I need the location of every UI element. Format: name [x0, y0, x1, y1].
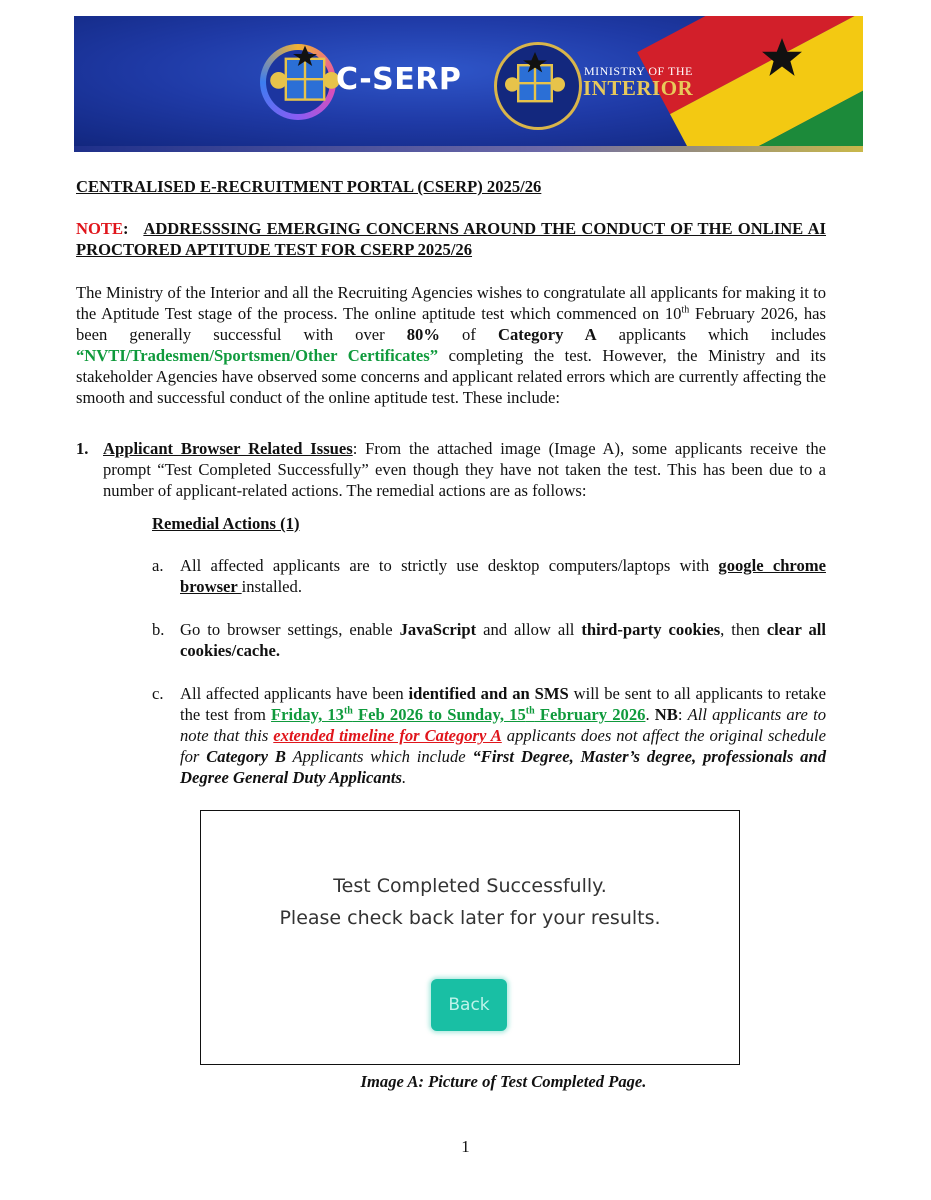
check-back-message: Please check back later for your results. — [279, 907, 661, 929]
sub-a-browser: google chrome browser — [180, 556, 826, 596]
page-number — [0, 1137, 931, 1157]
document-heading: CENTRALISED E-RECRUITMENT PORTAL (CSERP) 2025/26 — [76, 177, 542, 196]
intro-text-5: completing the test. However, the Ministry and its stakeholder Agencies have observed some concerns and applicant related errors which are currently affecting the smooth and successful conduct of the online aptitude test. These include: — [76, 346, 826, 407]
back-button[interactable]: Back — [431, 979, 507, 1031]
sub-item-letter: a. — [152, 556, 164, 575]
sub-c-italic-2: applicants does not affect the original schedule for — [180, 726, 827, 766]
sub-c-italic-4: . — [402, 768, 407, 787]
list-item-1 — [76, 438, 826, 501]
cserp-logo-text: C-SERP — [336, 62, 462, 97]
ministry-name-line2: INTERIOR — [583, 76, 694, 100]
sub-c-italic-1: All applicants are to note that this — [180, 705, 826, 745]
sub-c-nb: NB — [654, 705, 678, 724]
test-completed-message: Test Completed Successfully. — [333, 875, 607, 897]
intro-category-a: Category A — [497, 325, 597, 344]
sub-c-degree-list: “First Degree, Master’s degree, professionals and Degree General Duty Applicants — [180, 747, 826, 787]
image-caption — [0, 1072, 931, 1092]
note-paragraph: NOTE: ADDRESSSING EMERGING CONCERNS AROUND THE CONDUCT OF THE ONLINE AI PROCTORED APTITUDE TEST FOR CSERP 2025/26 — [76, 219, 827, 259]
intro-text-2: February 2026, has been generally successful with over — [76, 304, 827, 344]
sub-item-letter: c. — [152, 684, 164, 703]
intro-percent: 80% — [406, 325, 440, 344]
sub-c-text-4: : — [677, 705, 688, 724]
ministry-coat-of-arms-icon — [498, 46, 572, 130]
page-number-text: 1 — [461, 1137, 470, 1156]
list-item-number: 1. — [76, 439, 89, 458]
note-label: NOTE — [76, 219, 124, 238]
remedial-actions-title: Remedial Actions (1) — [152, 514, 300, 533]
intro-text-3: of — [439, 325, 498, 344]
sub-b-text-2: and allow all — [476, 620, 582, 639]
sub-c-category-b: Category B — [206, 747, 286, 766]
sub-b-text-3: , then — [720, 620, 767, 639]
sub-a-text-1: All affected applicants are to strictly use desktop computers/laptops with — [180, 556, 719, 575]
sub-c-text-1: All affected applicants have been — [180, 684, 409, 703]
sub-c-italic-3: Applicants which include — [285, 747, 473, 766]
sub-c-text-2: will be sent to all applicants to retake the test from — [180, 684, 826, 724]
sub-b-text-1: Go to browser settings, enable — [180, 620, 400, 639]
header-banner — [74, 16, 863, 152]
intro-text-4: applicants which includes — [596, 325, 827, 344]
sub-b-javascript: JavaScript — [399, 620, 477, 639]
note-text: ADDRESSSING EMERGING CONCERNS AROUND THE CONDUCT OF THE ONLINE AI PROCTORED APTITUDE TEST FOR CSERP 2025/26 — [76, 219, 827, 259]
sub-item-b — [152, 619, 826, 661]
black-star-icon — [761, 36, 803, 78]
intro-paragraph — [76, 282, 826, 408]
sub-b-cookies: third-party cookies — [581, 620, 721, 639]
sub-c-identified: identified and an SMS — [408, 684, 569, 703]
intro-green-list: “NVTI/Tradesmen/Sportsmen/Other Certificates” — [76, 346, 439, 365]
sub-item-letter: b. — [152, 620, 165, 639]
sub-c-text-3: . — [645, 705, 655, 724]
list-item-text: : From the attached image (Image A), some applicants receive the prompt “Test Completed Successfully” even though they have not taken the test. This has been due to a number of applicant-related actions. The remedial actions are as follows: — [103, 439, 827, 500]
sub-item-a — [152, 555, 826, 597]
coat-of-arms-icon — [268, 42, 342, 126]
intro-text-1: The Ministry of the Interior and all the Recruiting Agencies wishes to congratulate all applicants for making it to the Aptitude Test stage of the process. The online aptitude test which commenced on 10 — [76, 283, 826, 323]
sub-b-clear: clear all cookies/cache. — [180, 620, 826, 660]
banner-stripe — [74, 146, 863, 152]
sub-item-c — [152, 683, 826, 788]
sub-c-dates: Friday, 13th Feb 2026 to Sunday, 15th February 2026 — [271, 705, 646, 724]
sub-a-text-2: installed. — [241, 577, 302, 596]
list-item-title: Applicant Browser Related Issues — [103, 439, 353, 458]
image-caption-text: Image A: Picture of Test Completed Page. — [360, 1072, 647, 1091]
image-a-screenshot — [200, 810, 740, 1065]
intro-sup: th — [681, 304, 690, 316]
ministry-name-line1: MINISTRY OF THE — [584, 64, 693, 78]
sub-c-extended-timeline: extended timeline for Category A — [273, 726, 502, 745]
